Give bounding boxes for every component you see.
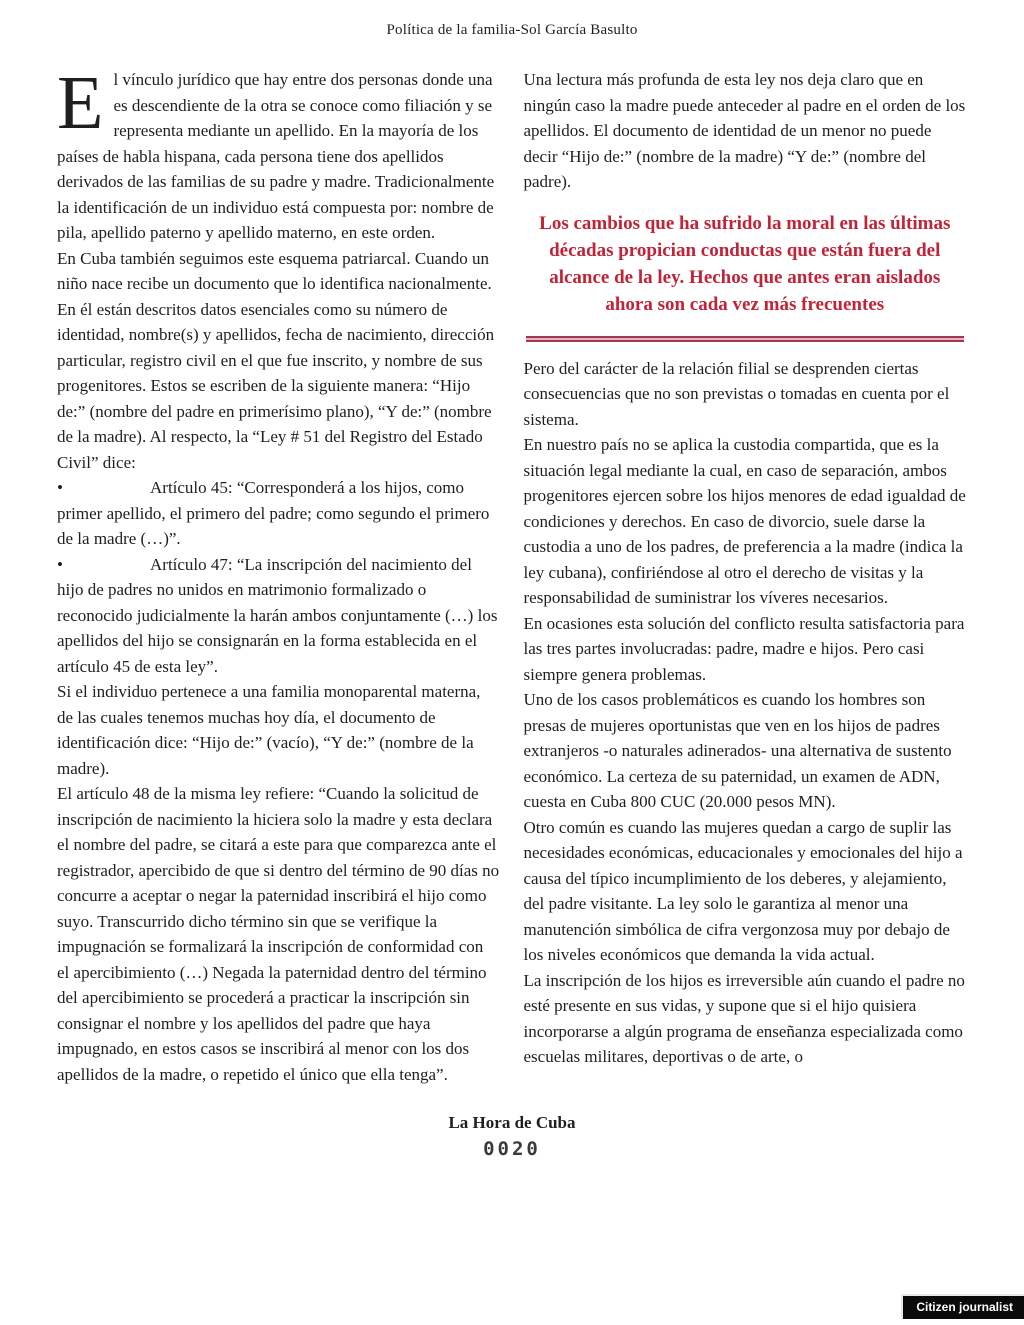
article-body	[0, 39, 1024, 1087]
bullet-item	[57, 552, 500, 680]
page-title: Política de la familia-Sol García Basulto	[386, 22, 638, 38]
pull-quote: Los cambios que ha sufrido la moral en las últimas décadas propician conductas que están fuera del alcance de la ley. Hechos que antes eran aislados ahora son cada vez más frecuentes	[539, 212, 951, 315]
bullet-text: Artículo 47: “La inscripción del nacimiento del hijo de padres no unidos en matrimonio formalizado o reconocido judicialmente la harán ambos conjuntamente (…) los apellidos del hijo se consignarán en la forma establecida en el artículo 45 de esta ley”.	[57, 554, 498, 676]
paragraph: Si el individuo pertenece a una familia monoparental materna, de las cuales tenemos muchas hoy día, el documento de identificación dice: “Hijo de:” (vacío), “Y de:” (nombre de la madre).	[57, 682, 481, 778]
paragraph: Una lectura más profunda de esta ley nos deja claro que en ningún caso la madre puede anteceder al padre en el orden de los apellidos. El documento de identidad de un menor no puede decir “Hijo de:” (nombre de la madre) “Y de:” (nombre del padre).	[523, 70, 966, 191]
bullet-marker: •	[57, 554, 63, 574]
bullet-item	[57, 475, 500, 552]
paragraph: Uno de los casos problemáticos es cuando los hombres son presas de mujeres oportunistas que ven en los hijos de padres extranjeros -o naturales adinerados- una alternativa de sustento económico. La certeza de su paternidad, un examen de ADN, cuesta en Cuba 800 CUC (20.000 pesos MN).	[523, 690, 952, 811]
publication-name: La Hora de Cuba	[448, 1113, 576, 1132]
paragraph: En nuestro país no se aplica la custodia compartida, que es la situación legal mediante la cual, en caso de separación, ambos progenitores ejercen sobre los hijos menores de edad igualdad de condiciones y derechos. En caso de divorcio, suele darse la custodia a uno de los padres, de preferencia a la madre (indica la ley cubana), confiriéndose al otro el derecho de visitas y la responsabilidad de suministrar los víveres necesarios.	[523, 435, 966, 607]
left-column	[57, 61, 500, 1087]
page-footer	[0, 1113, 1024, 1160]
paragraph: En Cuba también seguimos este esquema patriarcal. Cuando un niño nace recibe un documento que lo identifica nacionalmente. En él están descritos datos esenciales como su número de identidad, nombre(s) y apellidos, fecha de nacimiento, dirección particular, registro civil en el que fue inscrito, y nombre de sus progenitores. Estos se escriben de la siguiente manera: “Hijo de:” (nombre del padre en primerísimo plano), “Y de:” (nombre de la madre). Al respecto, la “Ley # 51 del Registro del Estado Civil” dice:	[57, 248, 495, 472]
citizen-journalist-badge: Citizen journalist	[901, 1294, 1024, 1319]
drop-cap: E	[57, 61, 104, 145]
paragraph: La inscripción de los hijos es irreversible aún cuando el padre no esté presente en sus vidas, y supone que si el hijo quisiera incorporarse a algún programa de enseñanza especializada como escuelas militares, deportivas o de arte, o	[523, 970, 965, 1066]
paragraph: En ocasiones esta solución del conflicto resulta satisfactoria para las tres partes involucradas: padre, madre e hijos. Pero casi siempre genera problemas.	[523, 613, 965, 684]
paragraph: El artículo 48 de la misma ley refiere: “Cuando la solicitud de inscripción de nacimiento la hiciera solo la madre y esta declara el nombre del padre, se citará a este para que comparezca ante el registrador, apercibido de que si dentro del término de 90 días no concurre a aceptar o negar la paternidad inscribirá el hijo como suyo. Transcurrido dicho término sin que se verifique la impugnación se formalizará la inscripción de conformidad con el apercibimiento (…) Negada la paternidad dentro del término del apercibimiento se procederá a practicar la inscripción sin consignar el nombre y los apellidos del padre que haya impugnado, en estos casos se inscribirá al menor con los dos apellidos de la madre, o repetido el único que ella tenga”.	[57, 784, 500, 1084]
right-column	[524, 67, 967, 1087]
paragraph: Pero del carácter de la relación filial se desprenden ciertas consecuencias que no son previstas o tomadas en cuenta por el sistema.	[523, 358, 950, 429]
section-divider-rule	[526, 336, 965, 342]
intro-paragraph	[57, 61, 500, 246]
bullet-text: Artículo 45: “Corresponderá a los hijos, como primer apellido, el primero del padre; como segundo el primero de la madre (…)”.	[57, 478, 490, 548]
paragraph-text: l vínculo jurídico que hay entre dos personas donde una es descendiente de la otra se conoce como filiación y se representa mediante un apellido. En la mayoría de los países de habla hispana, cada persona tiene dos apellidos derivados de las familias de su padre y madre. Tradicionalmente la identificación de un individuo está compuesta por: nombre de pila, apellido paterno y apellido materno, en este orden.	[57, 70, 495, 242]
page-number: 0020	[483, 1138, 541, 1160]
bullet-marker: •	[57, 478, 63, 497]
paragraph: Otro común es cuando las mujeres quedan a cargo de suplir las necesidades económicas, educacionales y emocionales del hijo a causa del típico incumplimiento de los deberes, y alejamiento, del padre visitante. La ley solo le garantiza al menor una manutención simbólica de cifra vergonzosa muy por debajo de los niveles económicos que demanda la vida actual.	[523, 817, 963, 964]
